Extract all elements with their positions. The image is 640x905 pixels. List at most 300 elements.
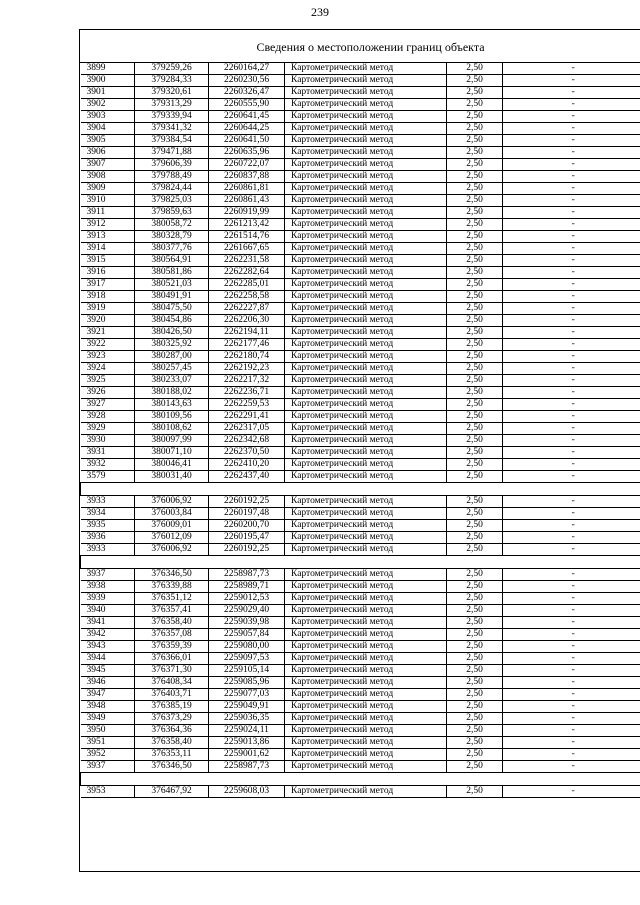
method-cell: Картометрический метод — [285, 231, 447, 243]
point-number-cell: 3924 — [81, 363, 135, 375]
table-row — [81, 279, 640, 291]
accuracy-cell: 2,50 — [447, 255, 503, 267]
description-cell: - — [503, 219, 640, 231]
description-cell: - — [503, 255, 640, 267]
coord-x-cell: 379824,44 — [135, 183, 209, 195]
table-row — [81, 737, 640, 749]
method-cell: Картометрический метод — [285, 761, 447, 773]
accuracy-cell: 2,50 — [447, 351, 503, 363]
coord-x-cell: 376006,92 — [135, 496, 209, 508]
accuracy-cell: 2,50 — [447, 219, 503, 231]
method-cell: Картометрический метод — [285, 725, 447, 737]
coord-x-cell: 376009,01 — [135, 520, 209, 532]
point-number-cell: 3929 — [81, 423, 135, 435]
description-cell: - — [503, 725, 640, 737]
method-cell: Картометрический метод — [285, 75, 447, 87]
point-number-cell: 3951 — [81, 737, 135, 749]
point-number-cell: 3918 — [81, 291, 135, 303]
description-cell: - — [503, 339, 640, 351]
accuracy-cell: 2,50 — [447, 713, 503, 725]
coord-x-cell: 380097,99 — [135, 435, 209, 447]
table-row — [81, 423, 640, 435]
method-cell: Картометрический метод — [285, 171, 447, 183]
table-row — [81, 375, 640, 387]
coord-x-cell: 376358,40 — [135, 737, 209, 749]
point-number-cell: 3927 — [81, 399, 135, 411]
description-cell: - — [503, 351, 640, 363]
coord-x-cell: 380257,45 — [135, 363, 209, 375]
point-number-cell: 3928 — [81, 411, 135, 423]
method-cell: Картометрический метод — [285, 435, 447, 447]
coord-y-cell: 2261667,65 — [209, 243, 285, 255]
accuracy-cell: 2,50 — [447, 243, 503, 255]
point-number-cell: 3902 — [81, 99, 135, 111]
table-row — [81, 399, 640, 411]
coord-y-cell: 2259024,11 — [209, 725, 285, 737]
coord-x-cell: 376339,88 — [135, 581, 209, 593]
point-number-cell: 3919 — [81, 303, 135, 315]
point-number-cell: 3935 — [81, 520, 135, 532]
coord-y-cell: 2260164,27 — [209, 63, 285, 75]
table-row — [81, 63, 640, 75]
coord-x-cell: 379339,94 — [135, 111, 209, 123]
method-cell: Картометрический метод — [285, 387, 447, 399]
coord-y-cell: 2261514,76 — [209, 231, 285, 243]
table-row — [81, 363, 640, 375]
method-cell: Картометрический метод — [285, 183, 447, 195]
coord-x-cell: 379859,63 — [135, 207, 209, 219]
coord-x-cell: 376358,40 — [135, 617, 209, 629]
method-cell: Картометрический метод — [285, 617, 447, 629]
description-cell: - — [503, 363, 640, 375]
coord-y-cell: 2260195,47 — [209, 532, 285, 544]
coord-y-cell: 2262437,40 — [209, 471, 285, 483]
table-row — [81, 701, 640, 713]
table-row — [81, 749, 640, 761]
table-row — [81, 195, 640, 207]
method-cell: Картометрический метод — [285, 255, 447, 267]
table-row — [81, 508, 640, 520]
description-cell: - — [503, 267, 640, 279]
coord-x-cell: 380564,91 — [135, 255, 209, 267]
point-number-cell: 3906 — [81, 147, 135, 159]
description-cell: - — [503, 581, 640, 593]
table-body — [81, 63, 640, 798]
point-number-cell: 3933 — [81, 496, 135, 508]
point-number-cell: 3933 — [81, 544, 135, 556]
method-cell: Картометрический метод — [285, 159, 447, 171]
coord-y-cell: 2259057,84 — [209, 629, 285, 641]
method-cell: Картометрический метод — [285, 315, 447, 327]
coord-y-cell: 2262342,68 — [209, 435, 285, 447]
point-number-cell: 3937 — [81, 569, 135, 581]
table-row — [81, 315, 640, 327]
table-title: Сведения о местоположении границ объекта — [80, 30, 640, 63]
description-cell: - — [503, 713, 640, 725]
point-number-cell: 3930 — [81, 435, 135, 447]
coord-y-cell: 2262206,30 — [209, 315, 285, 327]
coord-y-cell: 2262194,11 — [209, 327, 285, 339]
accuracy-cell: 2,50 — [447, 411, 503, 423]
coord-y-cell: 2262282,64 — [209, 267, 285, 279]
description-cell: - — [503, 243, 640, 255]
coord-x-cell: 376353,11 — [135, 749, 209, 761]
coord-x-cell: 380491,91 — [135, 291, 209, 303]
description-cell: - — [503, 737, 640, 749]
description-cell: - — [503, 617, 640, 629]
coord-x-cell: 380109,56 — [135, 411, 209, 423]
table-row — [81, 99, 640, 111]
accuracy-cell: 2,50 — [447, 327, 503, 339]
method-cell: Картометрический метод — [285, 111, 447, 123]
method-cell: Картометрический метод — [285, 399, 447, 411]
point-number-cell: 3931 — [81, 447, 135, 459]
method-cell: Картометрический метод — [285, 423, 447, 435]
coord-y-cell: 2262231,58 — [209, 255, 285, 267]
description-cell: - — [503, 111, 640, 123]
description-cell: - — [503, 471, 640, 483]
coord-y-cell: 2260722,07 — [209, 159, 285, 171]
description-cell: - — [503, 279, 640, 291]
coord-y-cell: 2259013,86 — [209, 737, 285, 749]
coord-x-cell: 379313,29 — [135, 99, 209, 111]
accuracy-cell: 2,50 — [447, 761, 503, 773]
coord-x-cell: 380426,50 — [135, 327, 209, 339]
method-cell: Картометрический метод — [285, 135, 447, 147]
coord-x-cell: 380287,00 — [135, 351, 209, 363]
point-number-cell: 3925 — [81, 375, 135, 387]
method-cell: Картометрический метод — [285, 520, 447, 532]
coord-y-cell: 2258987,73 — [209, 761, 285, 773]
description-cell: - — [503, 99, 640, 111]
coord-x-cell: 376003,84 — [135, 508, 209, 520]
method-cell: Картометрический метод — [285, 219, 447, 231]
coord-y-cell: 2262258,58 — [209, 291, 285, 303]
coord-x-cell: 376467,92 — [135, 786, 209, 798]
coord-x-cell: 380046,41 — [135, 459, 209, 471]
coord-y-cell: 2259012,53 — [209, 593, 285, 605]
coord-x-cell: 379606,39 — [135, 159, 209, 171]
point-number-cell: 3913 — [81, 231, 135, 243]
coord-x-cell: 380325,92 — [135, 339, 209, 351]
coord-x-cell: 376385,19 — [135, 701, 209, 713]
point-number-cell: 3945 — [81, 665, 135, 677]
point-number-cell: 3899 — [81, 63, 135, 75]
table-row — [81, 641, 640, 653]
description-cell: - — [503, 171, 640, 183]
table-row — [81, 291, 640, 303]
table-row — [81, 581, 640, 593]
description-cell: - — [503, 569, 640, 581]
separator-cell — [81, 773, 640, 786]
description-cell: - — [503, 291, 640, 303]
coord-x-cell: 376346,50 — [135, 761, 209, 773]
coord-y-cell: 2262180,74 — [209, 351, 285, 363]
coord-y-cell: 2260230,56 — [209, 75, 285, 87]
accuracy-cell: 2,50 — [447, 339, 503, 351]
coord-y-cell: 2262177,46 — [209, 339, 285, 351]
coord-y-cell: 2260644,25 — [209, 123, 285, 135]
accuracy-cell: 2,50 — [447, 75, 503, 87]
table-row — [81, 339, 640, 351]
block-separator — [81, 773, 640, 786]
point-number-cell: 3948 — [81, 701, 135, 713]
table-row — [81, 267, 640, 279]
coord-y-cell: 2259085,96 — [209, 677, 285, 689]
table-row — [81, 123, 640, 135]
method-cell: Картометрический метод — [285, 363, 447, 375]
coord-x-cell: 380233,07 — [135, 375, 209, 387]
description-cell: - — [503, 496, 640, 508]
method-cell: Картометрический метод — [285, 411, 447, 423]
table-row — [81, 435, 640, 447]
method-cell: Картометрический метод — [285, 459, 447, 471]
method-cell: Картометрический метод — [285, 351, 447, 363]
coord-y-cell: 2260200,70 — [209, 520, 285, 532]
point-number-cell: 3912 — [81, 219, 135, 231]
coord-y-cell: 2259097,53 — [209, 653, 285, 665]
coord-x-cell: 379788,49 — [135, 171, 209, 183]
accuracy-cell: 2,50 — [447, 399, 503, 411]
coord-x-cell: 379320,61 — [135, 87, 209, 99]
point-number-cell: 3926 — [81, 387, 135, 399]
coord-y-cell: 2260555,90 — [209, 99, 285, 111]
coord-y-cell: 2260837,88 — [209, 171, 285, 183]
table-row — [81, 617, 640, 629]
description-cell: - — [503, 786, 640, 798]
point-number-cell: 3905 — [81, 135, 135, 147]
accuracy-cell: 2,50 — [447, 195, 503, 207]
coord-y-cell: 2260641,50 — [209, 135, 285, 147]
table-row — [81, 532, 640, 544]
description-cell: - — [503, 327, 640, 339]
coord-x-cell: 380475,50 — [135, 303, 209, 315]
accuracy-cell: 2,50 — [447, 231, 503, 243]
point-number-cell: 3579 — [81, 471, 135, 483]
method-cell: Картометрический метод — [285, 677, 447, 689]
table-row — [81, 786, 640, 798]
accuracy-cell: 2,50 — [447, 593, 503, 605]
description-cell: - — [503, 147, 640, 159]
table-row — [81, 761, 640, 773]
table-row — [81, 605, 640, 617]
accuracy-cell: 2,50 — [447, 471, 503, 483]
separator-cell — [81, 483, 640, 496]
coord-y-cell: 2260635,96 — [209, 147, 285, 159]
separator-cell — [81, 556, 640, 569]
description-cell: - — [503, 701, 640, 713]
method-cell: Картометрический метод — [285, 375, 447, 387]
table-row — [81, 629, 640, 641]
coord-x-cell: 379341,32 — [135, 123, 209, 135]
method-cell: Картометрический метод — [285, 303, 447, 315]
coord-x-cell: 376357,41 — [135, 605, 209, 617]
table-row — [81, 135, 640, 147]
table-row — [81, 471, 640, 483]
accuracy-cell: 2,50 — [447, 725, 503, 737]
description-cell: - — [503, 532, 640, 544]
method-cell: Картометрический метод — [285, 63, 447, 75]
coord-y-cell: 2260326,47 — [209, 87, 285, 99]
accuracy-cell: 2,50 — [447, 786, 503, 798]
accuracy-cell: 2,50 — [447, 123, 503, 135]
method-cell: Картометрический метод — [285, 629, 447, 641]
table-row — [81, 327, 640, 339]
table-row — [81, 255, 640, 267]
method-cell: Картометрический метод — [285, 641, 447, 653]
point-number-cell: 3934 — [81, 508, 135, 520]
table-row — [81, 677, 640, 689]
description-cell: - — [503, 423, 640, 435]
coord-y-cell: 2259080,00 — [209, 641, 285, 653]
point-number-cell: 3916 — [81, 267, 135, 279]
coord-y-cell: 2262192,23 — [209, 363, 285, 375]
point-number-cell: 3911 — [81, 207, 135, 219]
accuracy-cell: 2,50 — [447, 459, 503, 471]
method-cell: Картометрический метод — [285, 147, 447, 159]
accuracy-cell: 2,50 — [447, 496, 503, 508]
accuracy-cell: 2,50 — [447, 207, 503, 219]
point-number-cell: 3942 — [81, 629, 135, 641]
method-cell: Картометрический метод — [285, 291, 447, 303]
accuracy-cell: 2,50 — [447, 267, 503, 279]
method-cell: Картометрический метод — [285, 701, 447, 713]
coord-x-cell: 376364,36 — [135, 725, 209, 737]
description-cell: - — [503, 689, 640, 701]
coord-x-cell: 380581,86 — [135, 267, 209, 279]
coord-y-cell: 2259029,40 — [209, 605, 285, 617]
coord-x-cell: 380071,10 — [135, 447, 209, 459]
description-cell: - — [503, 159, 640, 171]
table-row — [81, 593, 640, 605]
coord-y-cell: 2262236,71 — [209, 387, 285, 399]
point-number-cell: 3914 — [81, 243, 135, 255]
method-cell: Картометрический метод — [285, 653, 447, 665]
coord-y-cell: 2262217,32 — [209, 375, 285, 387]
method-cell: Картометрический метод — [285, 279, 447, 291]
table-row — [81, 75, 640, 87]
point-number-cell: 3900 — [81, 75, 135, 87]
method-cell: Картометрический метод — [285, 786, 447, 798]
description-cell: - — [503, 508, 640, 520]
description-cell: - — [503, 544, 640, 556]
table-row — [81, 387, 640, 399]
point-number-cell: 3909 — [81, 183, 135, 195]
accuracy-cell: 2,50 — [447, 641, 503, 653]
coord-y-cell: 2259036,35 — [209, 713, 285, 725]
accuracy-cell: 2,50 — [447, 87, 503, 99]
description-cell: - — [503, 195, 640, 207]
coord-x-cell: 380377,76 — [135, 243, 209, 255]
coord-y-cell: 2262410,20 — [209, 459, 285, 471]
coord-y-cell: 2260192,25 — [209, 496, 285, 508]
point-number-cell: 3938 — [81, 581, 135, 593]
coord-y-cell: 2259001,62 — [209, 749, 285, 761]
page-number: 239 — [311, 5, 329, 19]
table-row — [81, 689, 640, 701]
table-row — [81, 351, 640, 363]
table-row — [81, 219, 640, 231]
description-cell: - — [503, 87, 640, 99]
coord-y-cell: 2260919,99 — [209, 207, 285, 219]
method-cell: Картометрический метод — [285, 581, 447, 593]
coord-x-cell: 376006,92 — [135, 544, 209, 556]
coord-x-cell: 376346,50 — [135, 569, 209, 581]
accuracy-cell: 2,50 — [447, 63, 503, 75]
method-cell: Картометрический метод — [285, 532, 447, 544]
description-cell: - — [503, 447, 640, 459]
method-cell: Картометрический метод — [285, 471, 447, 483]
description-cell: - — [503, 387, 640, 399]
description-cell: - — [503, 183, 640, 195]
method-cell: Картометрический метод — [285, 87, 447, 99]
accuracy-cell: 2,50 — [447, 183, 503, 195]
point-number-cell: 3952 — [81, 749, 135, 761]
coord-x-cell: 376359,39 — [135, 641, 209, 653]
coord-x-cell: 376403,71 — [135, 689, 209, 701]
coord-x-cell: 376371,30 — [135, 665, 209, 677]
coord-y-cell: 2260197,48 — [209, 508, 285, 520]
method-cell: Картометрический метод — [285, 99, 447, 111]
method-cell: Картометрический метод — [285, 267, 447, 279]
coord-x-cell: 380031,40 — [135, 471, 209, 483]
method-cell: Картометрический метод — [285, 593, 447, 605]
description-cell: - — [503, 459, 640, 471]
coord-x-cell: 380328,79 — [135, 231, 209, 243]
point-number-cell: 3947 — [81, 689, 135, 701]
coord-x-cell: 376373,29 — [135, 713, 209, 725]
accuracy-cell: 2,50 — [447, 520, 503, 532]
coord-x-cell: 380521,03 — [135, 279, 209, 291]
block-separator — [81, 483, 640, 496]
table-row — [81, 111, 640, 123]
coord-y-cell: 2262317,05 — [209, 423, 285, 435]
table-row — [81, 231, 640, 243]
accuracy-cell: 2,50 — [447, 677, 503, 689]
table-row — [81, 569, 640, 581]
point-number-cell: 3940 — [81, 605, 135, 617]
accuracy-cell: 2,50 — [447, 171, 503, 183]
table-row — [81, 147, 640, 159]
point-number-cell: 3949 — [81, 713, 135, 725]
coord-x-cell: 380454,86 — [135, 315, 209, 327]
description-cell: - — [503, 63, 640, 75]
accuracy-cell: 2,50 — [447, 435, 503, 447]
accuracy-cell: 2,50 — [447, 653, 503, 665]
table-row — [81, 713, 640, 725]
coord-y-cell: 2262285,01 — [209, 279, 285, 291]
description-cell: - — [503, 605, 640, 617]
point-number-cell: 3917 — [81, 279, 135, 291]
table-row — [81, 520, 640, 532]
table-row — [81, 496, 640, 508]
method-cell: Картометрический метод — [285, 339, 447, 351]
coord-x-cell: 376351,12 — [135, 593, 209, 605]
accuracy-cell: 2,50 — [447, 569, 503, 581]
point-number-cell: 3907 — [81, 159, 135, 171]
coord-x-cell: 379384,54 — [135, 135, 209, 147]
point-number-cell: 3921 — [81, 327, 135, 339]
description-cell: - — [503, 641, 640, 653]
method-cell: Картометрический метод — [285, 327, 447, 339]
coord-y-cell: 2259039,98 — [209, 617, 285, 629]
point-number-cell: 3950 — [81, 725, 135, 737]
point-number-cell: 3923 — [81, 351, 135, 363]
table-row — [81, 87, 640, 99]
description-cell: - — [503, 135, 640, 147]
coord-x-cell: 380143,63 — [135, 399, 209, 411]
table-row — [81, 159, 640, 171]
